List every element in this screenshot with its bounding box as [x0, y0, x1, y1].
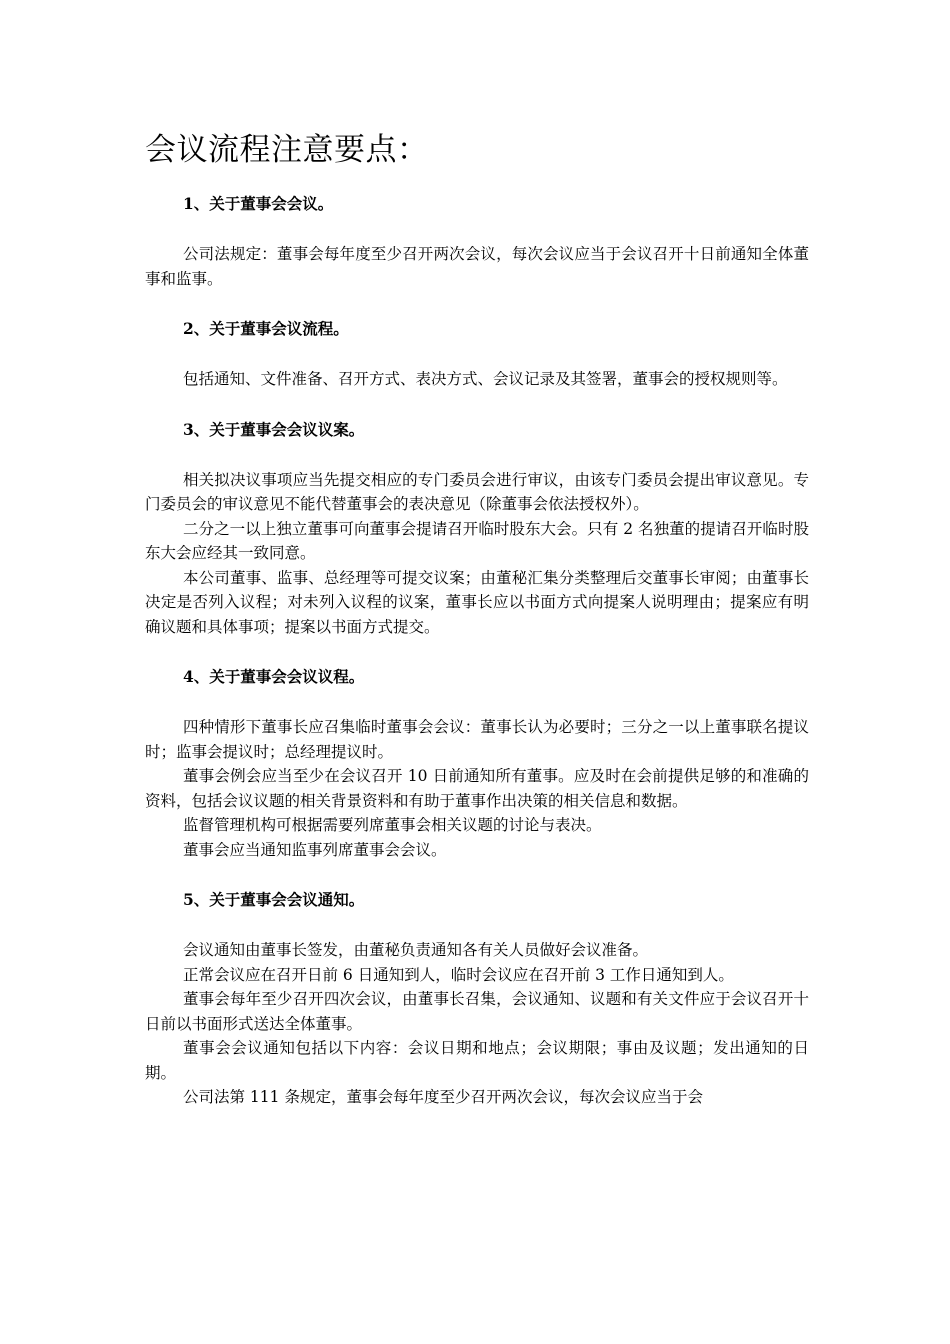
section-body: [145, 468, 809, 640]
paragraph: 监督管理机构可根据需要列席董事会相关议题的讨论与表决。: [183, 816, 602, 834]
paragraph: 公司法规定：董事会每年度至少召开两次会议，每次会议应当于会议召开十日前通知全体董事和监事。: [145, 245, 809, 288]
section-body: [145, 938, 809, 1110]
section-body: [145, 367, 809, 392]
section-1: [145, 192, 809, 291]
section-heading: 5、关于董事会会议通知。: [183, 890, 365, 909]
section-heading: 2、关于董事会议流程。: [183, 319, 349, 338]
section-heading: 1、关于董事会会议。: [183, 194, 334, 213]
paragraph: 四种情形下董事长应召集临时董事会会议：董事长认为必要时；三分之一以上董事联名提议时；监事会提议时；总经理提议时。: [145, 718, 809, 761]
section-5: [145, 888, 809, 1110]
paragraph: 包括通知、文件准备、召开方式、表决方式、会议记录及其签署，董事会的授权规则等。: [183, 370, 788, 388]
paragraph: 董事会会议通知包括以下内容：会议日期和地点；会议期限；事由及议题；发出通知的日期。: [145, 1039, 809, 1082]
paragraph: 本公司董事、监事、总经理等可提交议案；由董秘汇集分类整理后交董事长审阅；由董事长决定是否列入议程；对未列入议程的议案，董事长应以书面方式向提案人说明理由；提案应有明确议题和具体事项；提案以书面方式提交。: [145, 568, 809, 636]
section-body: [145, 242, 809, 291]
paragraph: 董事会应当通知监事列席董事会会议。: [183, 840, 447, 859]
section-4: [145, 665, 809, 862]
document-title: 会议流程注意要点：: [145, 132, 429, 168]
paragraph: 正常会议应在召开日前 6 日通知到人，临时会议应在召开前 3 工作日通知到人。: [183, 965, 734, 984]
paragraph: 二分之一以上独立董事可向董事会提请召开临时股东大会。只有 2 名独董的提请召开临时股东大会应经其一致同意。: [145, 519, 809, 562]
paragraph: 会议通知由董事长签发，由董秘负责通知各有关人员做好会议准备。: [183, 941, 649, 959]
section-3: [145, 418, 809, 640]
paragraph: 董事会每年至少召开四次会议，由董事长召集，会议通知、议题和有关文件应于会议召开十日前以书面形式送达全体董事。: [145, 990, 809, 1033]
paragraph: 相关拟决议事项应当先提交相应的专门委员会进行审议，由该专门委员会提出审议意见。专门委员会的审议意见不能代替董事会的表决意见（除董事会依法授权外）。: [145, 470, 809, 513]
paragraph: 董事会例会应当至少在会议召开 10 日前通知所有董事。应及时在会前提供足够的和准确的资料，包括会议议题的相关背景资料和有助于董事作出决策的相关信息和数据。: [145, 767, 809, 810]
section-body: [145, 715, 809, 862]
section-heading: 3、关于董事会会议议案。: [183, 419, 365, 439]
section-2: [145, 317, 809, 392]
section-heading: 4、关于董事会会议议程。: [183, 667, 365, 686]
paragraph: 公司法第 111 条规定，董事会每年度至少召开两次会议，每次会议应当于会: [183, 1088, 703, 1106]
document-page: [145, 128, 809, 1136]
